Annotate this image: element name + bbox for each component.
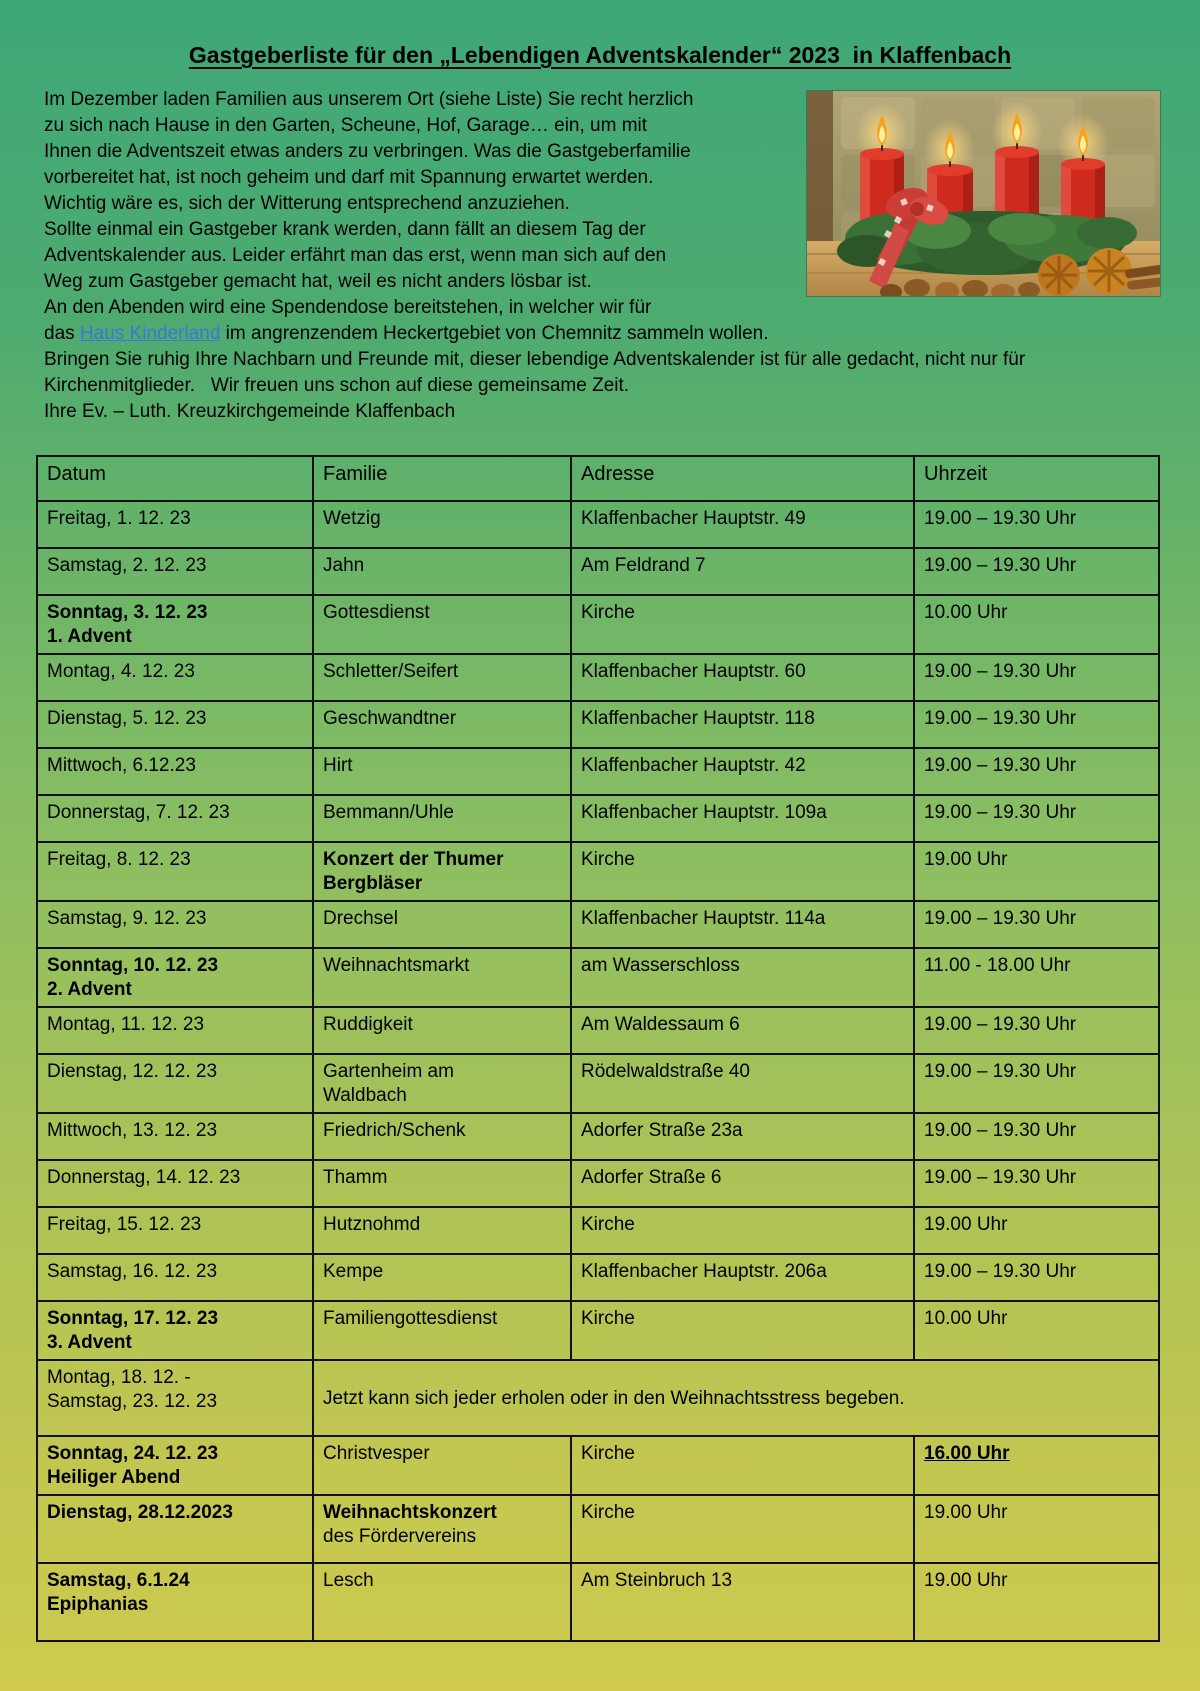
table-cell [313,1007,571,1054]
cell-text: Ruddigkeit [323,1014,413,1035]
cell-text: 1. Advent [47,626,132,647]
schedule-table [36,455,1160,1642]
intro-text-line: Ihre Ev. – Luth. Kreuzkirchgemeinde Klaffenbach [44,401,456,422]
cell-text: Kempe [323,1261,384,1282]
cell-text: Bemmann/Uhle [323,802,454,823]
table-cell [914,501,1159,548]
cell-text: am Wasserschloss [581,955,740,976]
table-row [37,1207,1159,1254]
table-cell [914,948,1159,1007]
cell-text: Jahn [323,555,365,576]
table-row [37,548,1159,595]
table-cell [571,654,914,701]
table-cell [571,1436,914,1495]
table-cell [37,595,313,654]
table-cell [37,948,313,1007]
cell-text: Christvesper [323,1443,430,1464]
table-cell [571,1113,914,1160]
cell-text: Familiengottesdienst [323,1308,498,1329]
table-cell [37,548,313,595]
intro-text-line: Wichtig wäre es, sich der Witterung entsprechend anzuziehen. [44,193,570,214]
intro-text-line: Weg zum Gastgeber gemacht hat, weil es nicht anders lösbar ist. [44,271,592,292]
cell-text: Waldbach [323,1085,407,1106]
cell-text: 19.00 – 19.30 Uhr [924,508,1077,529]
table-row [37,1054,1159,1113]
table-cell [571,1563,914,1641]
cell-text: Rödelwaldstraße 40 [581,1061,750,1082]
cell-text: Freitag, 1. 12. 23 [47,508,191,529]
cell-text: 19.00 – 19.30 Uhr [924,661,1077,682]
table-cell [37,501,313,548]
col-header-datum: Datum [37,456,313,501]
table-cell [37,701,313,748]
cell-text: Heiliger Abend [47,1467,181,1488]
table-cell [37,1436,313,1495]
cell-text: Mittwoch, 13. 12. 23 [47,1120,218,1141]
table-cell [571,501,914,548]
table-cell [37,1563,313,1641]
table-cell [571,1207,914,1254]
cell-text: Klaffenbacher Hauptstr. 118 [581,708,815,729]
cell-text: Dienstag, 28.12.2023 [47,1502,233,1523]
table-cell [37,842,313,901]
table-cell [313,1254,571,1301]
table-cell [313,548,571,595]
table-cell [37,748,313,795]
cell-text: Bergbläser [323,873,423,894]
cell-text: Am Feldrand 7 [581,555,706,576]
cell-text: 16.00 Uhr [924,1443,1010,1464]
intro-text-line: zu sich nach Hause in den Garten, Scheune, Hof, Garage… ein, um mit [44,115,648,136]
table-row [37,1563,1159,1641]
table-row [37,1301,1159,1360]
cell-text: Jetzt kann sich jeder erholen oder in den Weihnachtsstress begeben. [323,1387,905,1409]
table-cell [313,1360,1159,1436]
table-cell [37,1160,313,1207]
intro-text-line: Bringen Sie ruhig Ihre Nachbarn und Freunde mit, dieser lebendige Adventskalender ist für alle gedacht, nicht nur für [44,349,1026,370]
intro-link-line [44,321,1160,347]
table-cell [571,1254,914,1301]
table-cell [313,1563,571,1641]
cell-text: Samstag, 16. 12. 23 [47,1261,218,1282]
cell-text: 19.00 Uhr [924,1502,1008,1523]
cell-text: Samstag, 23. 12. 23 [47,1391,218,1412]
cell-text: Klaffenbacher Hauptstr. 49 [581,508,806,529]
advent-wreath-photo [807,91,1160,296]
cell-text: Weihnachtsmarkt [323,955,470,976]
table-cell [37,1301,313,1360]
table-row [37,701,1159,748]
table-row [37,595,1159,654]
cell-text: Am Waldessaum 6 [581,1014,740,1035]
cell-text: Kirche [581,602,635,623]
link-line-prefix: das [44,323,80,344]
table-cell [571,595,914,654]
table-cell [914,1436,1159,1495]
table-row [37,795,1159,842]
intro-text-line: Kirchenmitglieder. Wir freuen uns schon auf diese gemeinsame Zeit. [44,375,630,396]
table-cell [914,1054,1159,1113]
table-cell [914,595,1159,654]
table-cell [914,748,1159,795]
table-cell [571,901,914,948]
cell-text: 19.00 – 19.30 Uhr [924,908,1077,929]
table-cell [571,548,914,595]
table-cell [914,842,1159,901]
cell-text: 19.00 Uhr [924,1214,1008,1235]
cell-text: Drechsel [323,908,398,929]
table-cell [313,501,571,548]
table-cell [313,701,571,748]
cell-text: Epiphanias [47,1594,149,1615]
cell-text: Samstag, 9. 12. 23 [47,908,207,929]
table-cell [37,1054,313,1113]
table-cell [571,795,914,842]
table-cell [37,1207,313,1254]
intro-text-line: Adventskalender aus. Leider erfährt man das erst, wenn man sich auf den [44,245,667,266]
table-cell [313,948,571,1007]
cell-text: Donnerstag, 14. 12. 23 [47,1167,241,1188]
table-cell [313,901,571,948]
cell-text: Lesch [323,1570,374,1591]
cell-text: Weihnachtskonzert [323,1502,497,1523]
table-cell [914,654,1159,701]
table-cell [37,654,313,701]
cell-text: Adorfer Straße 23a [581,1120,743,1141]
intro-text-line: An den Abenden wird eine Spendendose bereitstehen, in welcher wir für [44,297,652,318]
cell-text: Konzert der Thumer [323,849,504,870]
cell-text: 19.00 – 19.30 Uhr [924,802,1077,823]
cell-text: Mittwoch, 6.12.23 [47,755,196,776]
table-cell [313,1113,571,1160]
page-title: Gastgeberliste für den „Lebendigen Adventskalender“ 2023 in Klaffenbach [188,42,1012,68]
cell-text: Adorfer Straße 6 [581,1167,722,1188]
cell-text: Sonntag, 17. 12. 23 [47,1308,219,1329]
table-row [37,1007,1159,1054]
cell-text: 19.00 – 19.30 Uhr [924,755,1077,776]
col-header-adresse: Adresse [571,456,914,501]
cell-text: Samstag, 6.1.24 [47,1570,190,1591]
table-row [37,501,1159,548]
table-cell [37,795,313,842]
cell-text: 19.00 Uhr [924,849,1008,870]
cell-text: 19.00 – 19.30 Uhr [924,708,1077,729]
cell-text: Donnerstag, 7. 12. 23 [47,802,230,823]
cell-text: 19.00 – 19.30 Uhr [924,1014,1077,1035]
cell-text: Dienstag, 12. 12. 23 [47,1061,218,1082]
cell-text: Sonntag, 3. 12. 23 [47,602,208,623]
table-cell [313,1054,571,1113]
link-line-suffix: im angrenzendem Heckertgebiet von Chemnitz sammeln wollen. [220,323,769,344]
table-row [37,901,1159,948]
cell-text: 19.00 – 19.30 Uhr [924,1120,1077,1141]
cell-text: Hirt [323,755,353,776]
table-row [37,1436,1159,1495]
intro-text-line: Sollte einmal ein Gastgeber krank werden, dann fällt an diesem Tag der [44,219,646,240]
cell-text: Geschwandtner [323,708,457,729]
intro-text-line: Ihnen die Adventszeit etwas anders zu verbringen. Was die Gastgeberfamilie [44,141,691,162]
table-cell [313,595,571,654]
table-cell [571,1301,914,1360]
table-row [37,1360,1159,1436]
table-cell [914,1495,1159,1563]
table-cell [571,1495,914,1563]
cell-text: Samstag, 2. 12. 23 [47,555,207,576]
table-cell [313,1301,571,1360]
table-cell [914,1160,1159,1207]
table-cell [313,842,571,901]
intro-text-line: vorbereitet hat, ist noch geheim und darf mit Spannung erwartet werden. [44,167,654,188]
table-row [37,948,1159,1007]
cell-text: Sonntag, 24. 12. 23 [47,1443,219,1464]
table-cell [37,1007,313,1054]
cell-text: 19.00 – 19.30 Uhr [924,1061,1077,1082]
cell-text: Dienstag, 5. 12. 23 [47,708,207,729]
cell-text: Klaffenbacher Hauptstr. 109a [581,802,827,823]
cell-text: Gartenheim am [323,1061,454,1082]
cell-text: 2. Advent [47,979,132,1000]
table-cell [914,1563,1159,1641]
cell-text: Friedrich/Schenk [323,1120,466,1141]
cell-text: Montag, 18. 12. - [47,1367,191,1388]
col-header-uhrzeit: Uhrzeit [914,456,1159,501]
table-cell [571,842,914,901]
table-cell [914,901,1159,948]
schedule-table-body [37,501,1159,1641]
cell-text: 19.00 – 19.30 Uhr [924,1167,1077,1188]
table-cell [914,1007,1159,1054]
table-cell [313,795,571,842]
cell-text: Gottesdienst [323,602,430,623]
table-cell [313,1436,571,1495]
intro-section [44,87,1160,425]
cell-text: Kirche [581,1214,635,1235]
table-row [37,1113,1159,1160]
table-cell [37,901,313,948]
cell-text: 3. Advent [47,1332,132,1353]
table-cell [313,654,571,701]
cell-text: Freitag, 8. 12. 23 [47,849,191,870]
col-header-familie: Familie [313,456,571,501]
table-cell [914,548,1159,595]
table-cell [571,948,914,1007]
cell-text: Klaffenbacher Hauptstr. 60 [581,661,806,682]
cell-text: 19.00 – 19.30 Uhr [924,555,1077,576]
table-cell [914,1301,1159,1360]
table-cell [313,1495,571,1563]
cell-text: Thamm [323,1167,388,1188]
cell-text: Kirche [581,1443,635,1464]
table-row [37,1495,1159,1563]
table-cell [571,1160,914,1207]
table-cell [37,1113,313,1160]
table-cell [313,1207,571,1254]
cell-text: Freitag, 15. 12. 23 [47,1214,202,1235]
table-cell [914,795,1159,842]
cell-text: 10.00 Uhr [924,602,1008,623]
cell-text: 19.00 – 19.30 Uhr [924,1261,1077,1282]
cell-text: Klaffenbacher Hauptstr. 42 [581,755,806,776]
advent-wreath-illustration [807,91,1160,296]
cell-text: Kirche [581,849,635,870]
table-cell [914,1207,1159,1254]
cell-text: Kirche [581,1308,635,1329]
table-cell [571,1007,914,1054]
cell-text: 10.00 Uhr [924,1308,1008,1329]
table-row [37,1254,1159,1301]
cell-text: Montag, 4. 12. 23 [47,661,195,682]
table-row [37,842,1159,901]
cell-text: Sonntag, 10. 12. 23 [47,955,219,976]
cell-text: Kirche [581,1502,635,1523]
table-cell [37,1360,313,1436]
cell-text: Hutznohmd [323,1214,421,1235]
haus-kinderland-link[interactable]: Haus Kinderland [79,323,221,344]
cell-text: 11.00 - 18.00 Uhr [924,955,1071,976]
table-row [37,654,1159,701]
cell-text: Wetzig [323,508,381,529]
table-header-row [37,456,1159,501]
table-cell [914,1113,1159,1160]
cell-text: des Fördervereins [323,1526,477,1547]
cell-text: Klaffenbacher Hauptstr. 206a [581,1261,827,1282]
table-cell [313,1160,571,1207]
cell-text: Am Steinbruch 13 [581,1570,733,1591]
table-cell [313,748,571,795]
table-cell [37,1254,313,1301]
table-cell [571,748,914,795]
intro-text-line: Im Dezember laden Familien aus unserem Ort (siehe Liste) Sie recht herzlich [44,89,694,110]
table-row [37,1160,1159,1207]
cell-text: Klaffenbacher Hauptstr. 114a [581,908,826,929]
cell-text: Montag, 11. 12. 23 [47,1014,205,1035]
table-row [37,748,1159,795]
table-cell [571,1054,914,1113]
table-cell [914,701,1159,748]
table-cell [571,701,914,748]
cell-text: 19.00 Uhr [924,1570,1008,1591]
table-cell [37,1495,313,1563]
table-cell [914,1254,1159,1301]
cell-text: Schletter/Seifert [323,661,459,682]
